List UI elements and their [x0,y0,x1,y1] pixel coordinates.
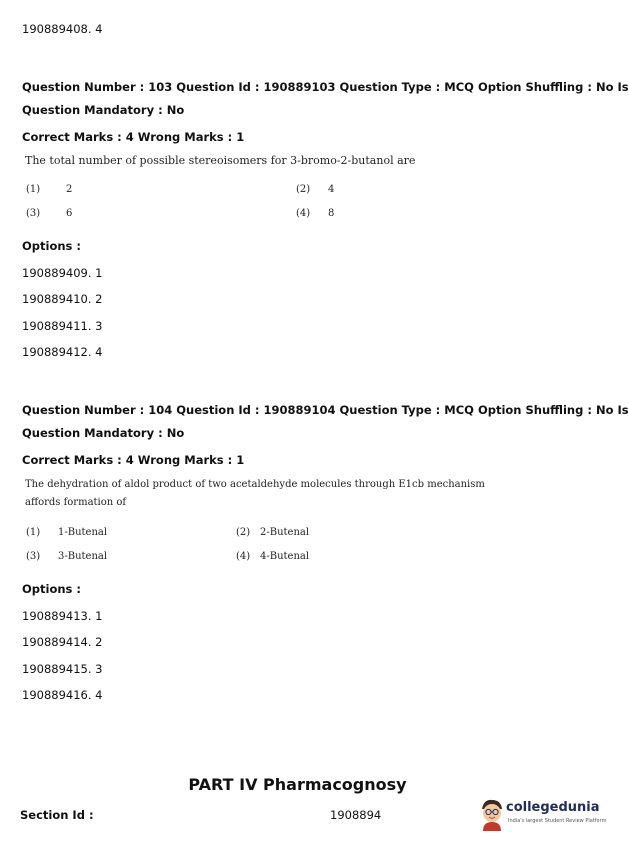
section-id-label: Section Id : [20,808,94,822]
option-item: 190889412. 4 [22,345,103,359]
option-item: 190889409. 1 [22,266,103,280]
option-item: 190889410. 2 [22,292,103,306]
question-header-mandatory: Question Mandatory : No [22,426,185,440]
question-text: affords formation of [25,497,127,508]
choice-value: 8 [328,208,335,219]
choice-value: 1-Butenal [58,527,108,538]
question-text: The dehydration of aldol product of two acetaldehyde molecules through E1cb mechanism [25,479,485,490]
choice-value: 6 [66,208,73,219]
options-label: Options : [22,582,81,596]
choice-number: (1) [26,527,41,538]
choice-number: (4) [236,551,251,562]
option-item: 190889415. 3 [22,662,103,676]
question-header-mandatory: Question Mandatory : No [22,103,185,117]
logo-tagline: India's largest Student Review Platform [508,818,607,824]
logo-wordmark: collegedunia [506,800,600,815]
choice-number: (2) [296,184,311,195]
choice-value: 4 [328,184,335,195]
choice-number: (3) [26,208,41,219]
choice-value: 4-Butenal [260,551,310,562]
choice-value: 2-Butenal [260,527,310,538]
question-text: The total number of possible stereoisomers for 3-bromo-2-butanol are [25,154,416,167]
marks-line: Correct Marks : 4 Wrong Marks : 1 [22,453,245,467]
collegedunia-logo [478,797,607,833]
option-item: 190889416. 4 [22,688,103,702]
options-label: Options : [22,239,81,253]
question-header: Question Number : 104 Question Id : 190889104 Question Type : MCQ Option Shuffling : No Is [22,403,629,417]
mascot-avatar-icon [478,797,506,831]
question-header: Question Number : 103 Question Id : 190889103 Question Type : MCQ Option Shuffling : No Is [22,80,629,94]
choice-number: (2) [236,527,251,538]
choice-value: 2 [66,184,73,195]
option-item: 190889413. 1 [22,609,103,623]
choice-number: (1) [26,184,41,195]
choice-value: 3-Butenal [58,551,108,562]
option-item: 190889411. 3 [22,319,103,333]
marks-line: Correct Marks : 4 Wrong Marks : 1 [22,130,245,144]
section-id-value: 1908894 [330,808,382,822]
choice-number: (4) [296,208,311,219]
part-title: PART IV Pharmacognosy [188,775,407,794]
option-item: 190889408. 4 [22,22,103,36]
choice-number: (3) [26,551,41,562]
option-item: 190889414. 2 [22,635,103,649]
